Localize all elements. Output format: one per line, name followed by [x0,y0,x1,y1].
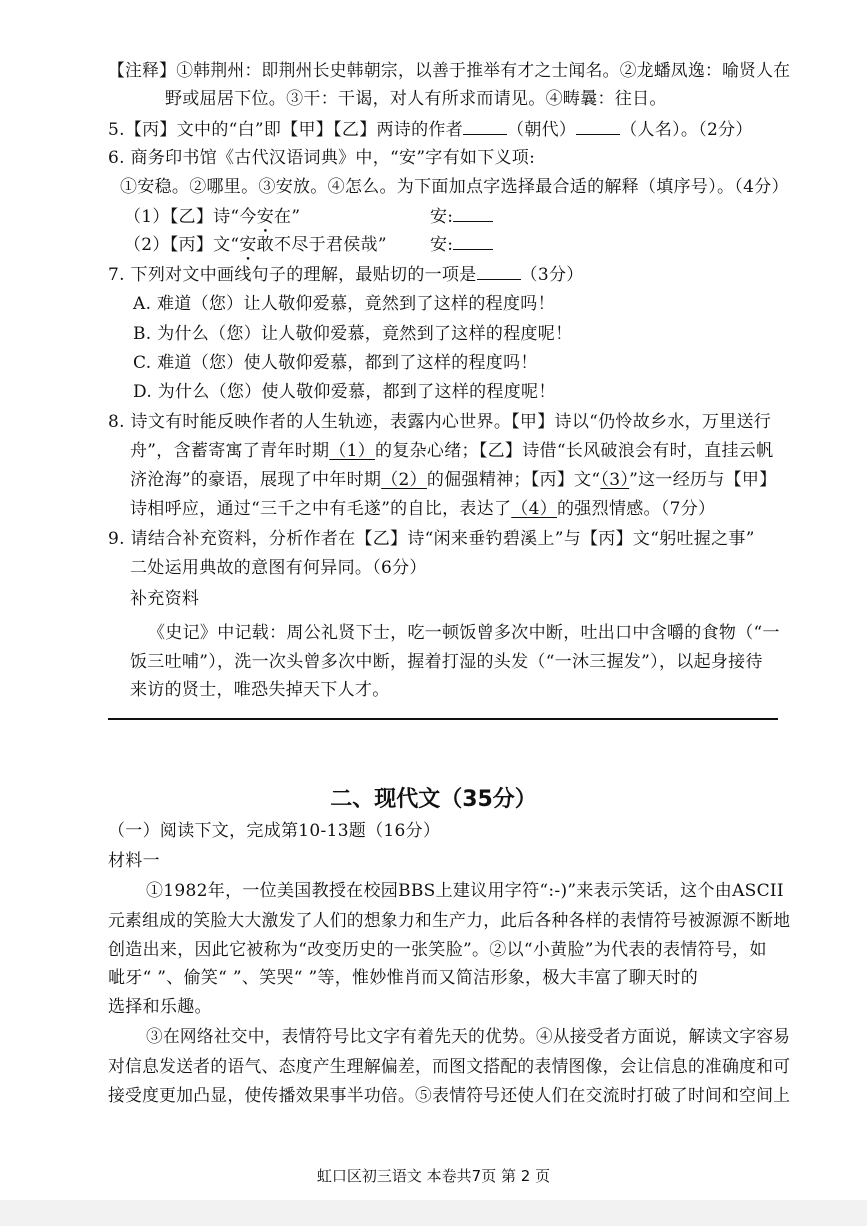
section-divider [108,718,778,720]
paragraph-2-line-1: ③在网络社交中，表情符号比文字有着先天的优势。④从接受者方面说，解读文字容易 [146,1027,791,1047]
dotted-char: 安 [239,235,257,255]
question-6-stem: 6. 商务印书馆《古代汉语词典》中，“安”字有如下义项: [108,148,536,168]
paragraph-1-line-3: 创造出来，因此它被称为“改变历史的一张笑脸”。②以“小黄脸”为代表的表情符号，如 [108,940,767,960]
dotted-char: 安 [256,207,275,227]
blank-3[interactable]: （3） [600,470,630,490]
blank-4[interactable]: （4） [511,499,557,519]
blank-2[interactable]: （2） [381,470,427,490]
q6-blank-1[interactable] [453,206,493,222]
q6-answer-1: 安: [430,206,493,228]
q6-blank-2[interactable] [453,234,493,250]
material-label: 材料一 [108,851,160,871]
question-8-line-3: 济沧海”的豪语，展现了中年时期（2）的倔强精神；【丙】文“（3）”这一经历与【甲】 [130,470,777,490]
supplement-line-3: 来访的贤士，唯恐失掉天下人才。 [130,680,390,700]
question-6-options: ①安稳。②哪里。③安放。④怎么。为下面加点字选择最合适的解释（填序号）。（4分） [120,177,789,197]
question-7-stem: 7. 下列对文中画线句子的理解，最贴切的一项是 （3分） [108,265,584,285]
q5-blank-name[interactable] [576,119,620,135]
question-8-line-2: 舟”，含蓄寄寓了青年时期（1）的复杂心绪；【乙】诗借“长风破浪会有时，直挂云帆 [130,441,774,461]
supplement-title: 补充资料 [130,589,200,609]
paragraph-1-line-1: ①1982年，一位美国教授在校园BBS上建议用字符“:-)”来表示笑话，这个由ASCII [146,881,784,901]
q6-item-2: （2）【丙】文“安敢不尽于君侯哉” [124,235,387,255]
paragraph-1-line-5: 选择和乐趣。 [108,997,212,1017]
question-8-line-1: 8. 诗文有时能反映作者的人生轨迹，表露内心世界。【甲】诗以“仍怜故乡水，万里送行 [108,412,772,432]
blank-1[interactable]: （1） [329,441,376,461]
q7-option-b: B. 为什么（您）让人敬仰爱慕，竟然到了这样的程度呢！ [133,324,573,344]
q5-blank-dynasty[interactable] [463,119,507,135]
section-2-subtitle: （一）阅读下文，完成第10-13题（16分） [108,821,441,841]
supplement-line-1: 《史记》中记载：周公礼贤下士，吃一顿饭曾多次中断，吐出口中含嚼的食物（“一 [148,623,780,643]
page-footer: 虹口区初三语文 本卷共7页 第 2 页 [316,1167,551,1185]
q6-answer-2: 安: [430,234,493,256]
paragraph-1-line-2: 元素组成的笑脸大大激发了人们的想象力和生产力，此后各种各样的表情符号被源源不断地 [108,911,791,931]
paragraph-1-line-4: 呲牙“ ”、偷笑“ ”、笑哭“ ”等，惟妙惟肖而又简洁形象，极大丰富了聊天时的 [108,968,699,988]
q5-text-a: 5.【丙】文中的“白”即【甲】【乙】两诗的作者 [108,120,464,140]
question-9-line-1: 9. 请结合补充资料，分析作者在【乙】诗“闲来垂钓碧溪上”与【丙】文“躬吐握之事” [108,529,755,549]
q6-item-1: （1）【乙】诗“今安在” [124,207,301,227]
notes-line-1: 【注释】①韩荆州：即荆州长史韩朝宗，以善于推举有才之士闻名。②龙蟠凤逸：喻贤人在 [108,61,791,81]
notes-line-2: 野或屈居下位。③干：干谒，对人有所求而请见。④畴曩：往日。 [165,89,667,109]
section-2-title: 二、现代文（35分） [330,787,537,812]
q7-blank[interactable] [477,264,521,280]
paragraph-2-line-2: 对信息发送者的语气、态度产生理解偏差，而图文搭配的表情图像，会让信息的准确度和可 [108,1057,791,1077]
question-8-line-4: 诗相呼应，通过“三千之中有毛遂”的自比，表达了（4）的强烈情感。（7分） [130,499,716,519]
q7-option-c: C. 难道（您）使人敬仰爱慕，都到了这样的程度吗！ [133,353,538,373]
question-5 [108,119,753,141]
scan-bottom-edge [0,1200,867,1226]
question-9-line-2: 二处运用典故的意图有何异同。（6分） [130,558,427,578]
q5-text-c: （人名）。（2分） [620,120,753,140]
q5-text-b: （朝代） [507,120,577,140]
q7-option-a: A. 难道（您）让人敬仰爱慕，竟然到了这样的程度吗！ [133,294,555,314]
q7-option-d: D. 为什么（您）使人敬仰爱慕，都到了这样的程度呢！ [133,382,556,402]
paragraph-2-line-3: 接受度更加凸显，使传播效果事半功倍。⑤表情符号还使人们在交流时打破了时间和空间上 [108,1086,791,1106]
supplement-line-2: 饭三吐哺”），洗一次头曾多次中断，握着打湿的头发（“一沐三握发”），以起身接待 [130,652,763,672]
